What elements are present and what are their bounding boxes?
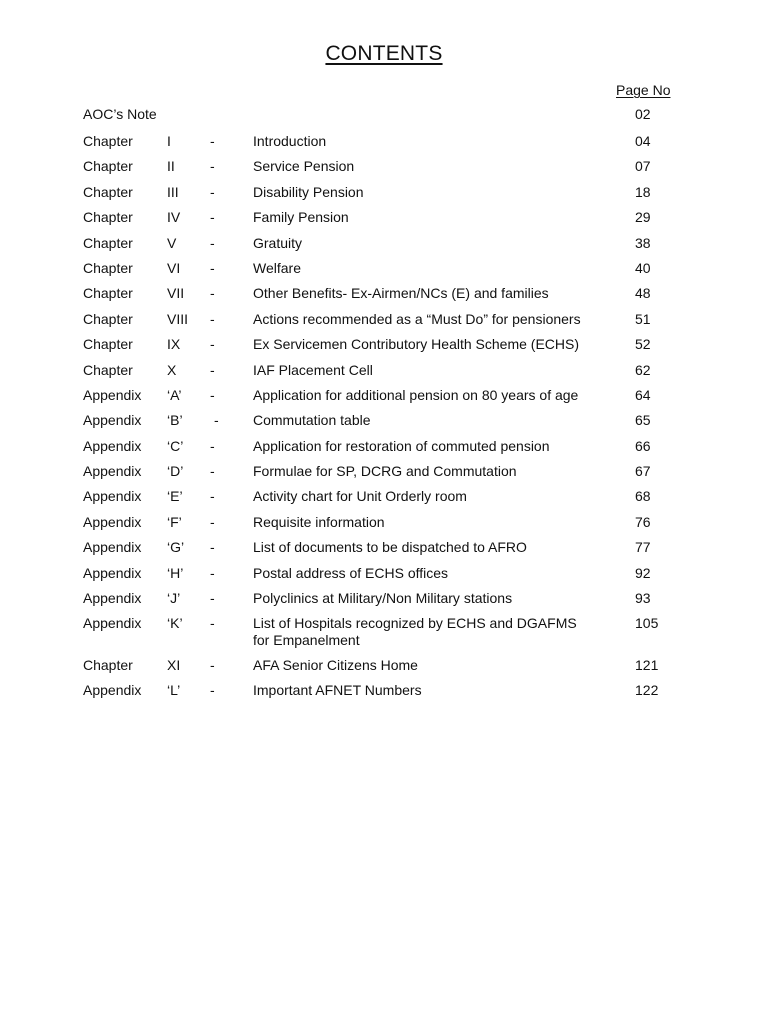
- toc-row: [83, 386, 703, 411]
- entry-number: III: [167, 183, 179, 200]
- entry-number: ‘J’: [167, 590, 181, 607]
- entry-page: 04: [635, 133, 651, 149]
- entry-kind: Appendix: [83, 386, 142, 403]
- entry-kind: Chapter: [83, 657, 133, 674]
- entry-number: ‘F’: [167, 513, 182, 530]
- entry-kind: Appendix: [83, 513, 142, 530]
- entry-kind: Appendix: [83, 564, 142, 581]
- entry-number: V: [167, 234, 177, 251]
- entry-title: Formulae for SP, DCRG and Commutation: [253, 463, 517, 480]
- entry-page: 62: [635, 361, 651, 378]
- entry-page: 52: [635, 336, 651, 353]
- entry-page: 93: [635, 590, 651, 607]
- entry-kind: Chapter: [83, 336, 133, 353]
- entry-separator: -: [210, 259, 215, 276]
- toc-row: [83, 234, 703, 259]
- toc-row: [83, 614, 703, 656]
- entry-kind: Chapter: [83, 310, 133, 327]
- entry-separator: -: [210, 564, 215, 581]
- entry-number: ‘A’: [167, 386, 182, 403]
- entry-kind: Appendix: [83, 488, 142, 505]
- entry-page: 29: [635, 209, 651, 226]
- entry-number: ‘L’: [167, 682, 181, 699]
- entry-kind: Chapter: [83, 133, 133, 149]
- entry-separator: -: [210, 361, 215, 378]
- entry-page: 65: [635, 412, 651, 429]
- toc-row: [83, 589, 703, 614]
- entry-title: Polyclinics at Military/Non Military stations: [253, 590, 513, 607]
- entry-title: Disability Pension: [253, 183, 364, 200]
- entry-page: 105: [635, 615, 659, 632]
- entry-kind: Chapter: [83, 234, 133, 251]
- entry-separator: -: [210, 336, 215, 353]
- entry-kind: Appendix: [83, 437, 142, 454]
- entry-separator: -: [210, 285, 215, 302]
- entry-title: Welfare: [253, 259, 301, 276]
- toc-row: [83, 656, 703, 681]
- toc-row: [83, 259, 703, 284]
- toc-row: [83, 183, 703, 208]
- entry-number: XI: [167, 657, 181, 674]
- entry-separator: -: [210, 183, 215, 200]
- entry-title: Service Pension: [253, 158, 355, 175]
- entry-title: AFA Senior Citizens Home: [253, 657, 418, 674]
- entry-number: IX: [167, 336, 181, 353]
- toc-row: [83, 208, 703, 233]
- entry-separator: -: [210, 209, 215, 226]
- toc-row: [83, 564, 703, 589]
- entry-separator: -: [210, 682, 215, 699]
- toc-row: [83, 335, 703, 360]
- toc-row: [83, 411, 703, 436]
- entry-separator: -: [210, 590, 215, 607]
- entry-title: IAF Placement Cell: [253, 361, 373, 378]
- toc-row: [83, 157, 703, 182]
- entry-page: 40: [635, 259, 651, 276]
- entry-kind: Chapter: [83, 361, 133, 378]
- entry-page: 122: [635, 682, 659, 699]
- entry-number: IV: [167, 209, 181, 226]
- entry-separator: -: [210, 437, 215, 454]
- entry-page: 51: [635, 310, 651, 327]
- entry-kind: Chapter: [83, 183, 133, 200]
- aoc-note-label: AOC’s Note: [83, 106, 157, 122]
- toc-row: [83, 361, 703, 386]
- entry-page: 48: [635, 285, 651, 302]
- entry-number: ‘K’: [167, 615, 183, 632]
- entry-kind: Chapter: [83, 259, 133, 276]
- entry-title: List of Hospitals recognized by ECHS and DGAFMS for Empanelment: [253, 615, 577, 649]
- entry-page: 121: [635, 657, 659, 674]
- entry-separator: -: [210, 539, 215, 556]
- entry-page: 77: [635, 539, 651, 556]
- entry-number: VI: [167, 259, 181, 276]
- aoc-note-page: 02: [635, 106, 651, 122]
- entry-separator: -: [210, 310, 215, 327]
- entry-title: Commutation table: [253, 412, 371, 429]
- entry-page: 67: [635, 463, 651, 480]
- entry-kind: Chapter: [83, 158, 133, 175]
- entry-page: 76: [635, 513, 651, 530]
- entry-title: Activity chart for Unit Orderly room: [253, 488, 467, 505]
- entry-separator: -: [210, 463, 215, 480]
- entry-title: Other Benefits- Ex-Airmen/NCs (E) and families: [253, 285, 549, 302]
- entry-separator: -: [210, 234, 215, 251]
- entry-separator: -: [210, 158, 215, 175]
- entry-number: ‘E’: [167, 488, 183, 505]
- entry-separator: -: [210, 513, 215, 530]
- entry-title: Application for additional pension on 80 years of age: [253, 386, 579, 403]
- toc-row: [83, 462, 703, 487]
- entry-title: List of documents to be dispatched to AFRO: [253, 539, 527, 556]
- entry-separator: -: [210, 386, 215, 403]
- entry-separator: -: [214, 412, 219, 429]
- entry-separator: -: [210, 615, 215, 632]
- entry-number: VII: [167, 285, 185, 302]
- entry-kind: Chapter: [83, 285, 133, 302]
- toc-row-aoc-note: [83, 105, 703, 132]
- entry-title: Actions recommended as a “Must Do” for pensioners: [253, 310, 581, 327]
- toc-row: [83, 284, 703, 309]
- entry-number: VIII: [167, 310, 189, 327]
- toc-row: [83, 487, 703, 512]
- table-of-contents: [83, 105, 703, 707]
- entry-page: 92: [635, 564, 651, 581]
- toc-row: [83, 132, 703, 157]
- entry-kind: Appendix: [83, 615, 142, 632]
- entry-number: ‘G’: [167, 539, 185, 556]
- entry-page: 38: [635, 234, 651, 251]
- toc-row: [83, 681, 703, 706]
- page-number-column-header: Page No: [616, 82, 671, 98]
- entry-title: Application for restoration of commuted pension: [253, 437, 550, 454]
- entry-page: 18: [635, 183, 651, 200]
- entry-title: Gratuity: [253, 234, 303, 251]
- entry-kind: Appendix: [83, 539, 142, 556]
- entry-title: Introduction: [253, 133, 327, 149]
- entry-number: I: [167, 133, 171, 149]
- entry-title: Important AFNET Numbers: [253, 682, 422, 699]
- page-title: [0, 42, 768, 66]
- entry-page: 68: [635, 488, 651, 505]
- toc-row: [83, 310, 703, 335]
- entry-kind: Appendix: [83, 412, 142, 429]
- entry-separator: -: [210, 488, 215, 505]
- entry-title: Family Pension: [253, 209, 349, 226]
- entry-separator: -: [210, 657, 215, 674]
- entry-number: ‘C’: [167, 437, 184, 454]
- entry-kind: Chapter: [83, 209, 133, 226]
- entry-number: X: [167, 361, 177, 378]
- entry-title: Requisite information: [253, 513, 385, 530]
- entry-separator: -: [210, 133, 215, 149]
- toc-row: [83, 538, 703, 563]
- entry-page: 64: [635, 386, 651, 403]
- entry-page: 66: [635, 437, 651, 454]
- toc-row: [83, 437, 703, 462]
- entry-number: ‘D’: [167, 463, 184, 480]
- entry-number: ‘H’: [167, 564, 184, 581]
- entry-page: 07: [635, 158, 651, 175]
- entry-kind: Appendix: [83, 463, 142, 480]
- entry-number: ‘B’: [167, 412, 183, 429]
- toc-row: [83, 513, 703, 538]
- entry-title: Postal address of ECHS offices: [253, 564, 449, 581]
- entry-kind: Appendix: [83, 682, 142, 699]
- entry-title: Ex Servicemen Contributory Health Scheme (ECHS): [253, 336, 580, 353]
- page-title-text: CONTENTS: [325, 42, 443, 65]
- entry-kind: Appendix: [83, 590, 142, 607]
- entry-number: II: [167, 158, 175, 175]
